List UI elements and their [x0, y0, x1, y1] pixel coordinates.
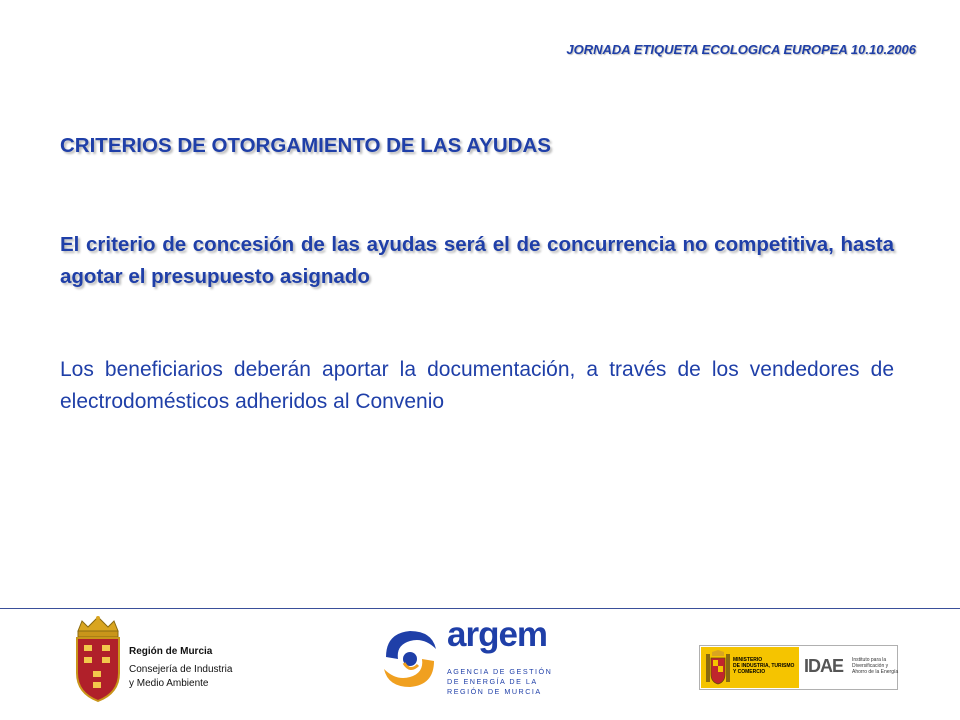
- footer-divider: [0, 608, 960, 609]
- idae-sub-line3: Ahorro de la Energía: [852, 669, 899, 675]
- ministry-idae-logo: [699, 645, 898, 690]
- header-title: JORNADA ETIQUETA ECOLOGICA EUROPEA 10.10.2006: [566, 42, 916, 57]
- argem-sub-line1: AGENCIA DE GESTIÓN: [447, 667, 553, 676]
- argem-wordmark: argem: [447, 615, 548, 654]
- region-murcia-logo: [72, 615, 252, 705]
- argem-sub-line2: DE ENERGÍA DE LA: [447, 677, 538, 686]
- slide-title: CRITERIOS DE OTORGAMIENTO DE LAS AYUDAS: [60, 134, 551, 157]
- criteria-paragraph: El criterio de concesión de las ayudas será el de concurrencia no competitiva, hasta agotar el presupuesto asignado: [60, 233, 894, 288]
- murcia-name: Región de Murcia: [129, 646, 213, 657]
- beneficiaries-paragraph: Los beneficiarios deberán aportar la documentación, a través de los vendedores de electrodomésticos adheridos al Convenio: [60, 358, 894, 413]
- idae-wordmark: IDAE: [804, 656, 844, 676]
- spain-coat-of-arms-icon: [704, 650, 732, 686]
- ministry-line2: DE INDUSTRIA, TURISMO: [733, 663, 795, 669]
- argem-logo: [376, 615, 553, 696]
- idae-sub-line1: Instituto para la: [852, 657, 887, 663]
- argem-sub-line3: REGIÓN DE MURCIA: [447, 687, 542, 696]
- murcia-dept-line2: y Medio Ambiente: [129, 678, 209, 689]
- idae-sub-line2: Diversificación y: [852, 663, 889, 669]
- ministry-panel: [701, 647, 799, 688]
- argem-swirl-icon: [376, 623, 444, 695]
- ministry-line1: MINISTERIO: [733, 657, 763, 663]
- murcia-dept-line1: Consejería de Industria: [129, 664, 233, 675]
- ministry-line3: Y COMERCIO: [733, 669, 766, 675]
- murcia-coat-of-arms-icon: [72, 615, 124, 705]
